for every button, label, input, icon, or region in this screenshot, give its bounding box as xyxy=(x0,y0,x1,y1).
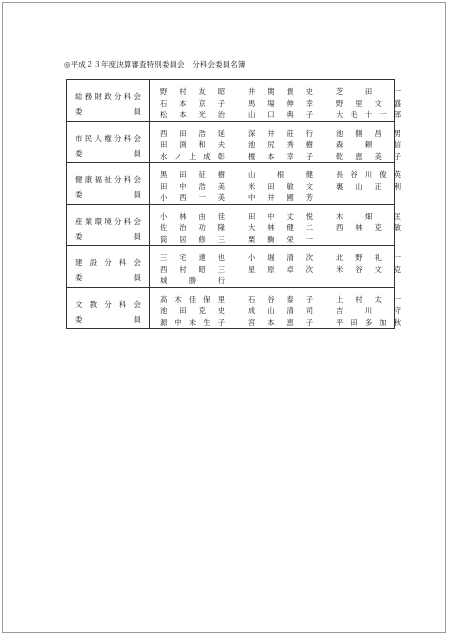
committee-role: 委員 xyxy=(75,148,141,158)
committee-role: 委員 xyxy=(75,314,141,324)
member-name: 木畑匡 xyxy=(336,211,401,221)
document-title: ◎平成２３年度決算審査特別委員会 分科会委員名簿 xyxy=(64,60,246,69)
committee-name: 産業環境分科会 xyxy=(75,216,141,226)
committee-row-shimin xyxy=(67,121,395,163)
member-name: 米田敏文 xyxy=(248,181,313,191)
member-name: 山口典子 xyxy=(248,110,313,119)
committee-row-kenkou xyxy=(67,163,395,205)
member-name: 田中丈悦 xyxy=(248,211,313,221)
member-name: 成山清司 xyxy=(248,306,313,315)
member-name: 栗駒栄一 xyxy=(248,234,313,244)
member-name: 高木佳保里 xyxy=(160,294,225,304)
member-name: 平田多加秋 xyxy=(336,317,401,327)
member-name: 小林由佳 xyxy=(160,211,225,221)
committee-name-cell xyxy=(67,287,150,329)
member-name: 源中未生子 xyxy=(160,317,225,327)
member-cell xyxy=(150,163,401,205)
member-name: 長谷川俊英 xyxy=(336,170,401,179)
committee-name: 総務財政分科会 xyxy=(75,92,141,101)
member-name: 松本光治 xyxy=(160,110,225,119)
member-name: 芝田一 xyxy=(336,87,401,96)
member-name: 池尻秀樹 xyxy=(248,140,313,149)
committee-role: 委員 xyxy=(75,273,141,282)
member-name: 野里文盛 xyxy=(336,98,401,108)
member-name: 北野礼一 xyxy=(336,253,401,262)
member-name: 上村太一 xyxy=(336,294,401,304)
member-name: 黒田征樹 xyxy=(160,170,225,179)
committee-name-cell xyxy=(67,204,150,246)
member-name: 榎本幸子 xyxy=(248,151,313,161)
member-name: 筒居修三 xyxy=(160,234,225,244)
member-name: 池側昌男 xyxy=(336,128,401,138)
member-name: 乾恵美子 xyxy=(336,151,401,161)
member-name: 石谷泰子 xyxy=(248,294,313,304)
member-name: 野村友昭 xyxy=(160,87,225,96)
committee-name-cell xyxy=(67,163,150,205)
committee-row-bunkyou xyxy=(67,287,395,329)
member-name: 田中浩美 xyxy=(160,181,225,191)
member-name: 池田克史 xyxy=(160,306,225,315)
member-name: 田渕和夫 xyxy=(160,140,225,149)
member-name: 佐治功隆 xyxy=(160,223,225,232)
member-name: 西田浩延 xyxy=(160,128,225,138)
member-name: 西林克敏 xyxy=(336,223,401,232)
committee-name-cell xyxy=(67,80,150,122)
committee-name: 市民人権分科会 xyxy=(75,133,141,143)
member-name: 裏山正利 xyxy=(336,181,401,191)
committee-row-soumu xyxy=(67,80,395,122)
committee-name: 建設分科会 xyxy=(75,258,141,267)
member-name: 吉川守 xyxy=(336,306,401,315)
committee-name-cell xyxy=(67,246,150,288)
member-name: 城勝行 xyxy=(160,276,225,285)
committee-name-cell xyxy=(67,121,150,163)
committee-role: 委員 xyxy=(75,190,141,199)
committee-role: 委員 xyxy=(75,107,141,116)
member-cell xyxy=(150,204,401,246)
member-name: 大毛十一郎 xyxy=(336,110,401,119)
member-cell xyxy=(150,121,401,163)
member-name: 中井國芳 xyxy=(248,193,313,202)
member-cell xyxy=(150,246,401,288)
member-name: 深井莊行 xyxy=(248,128,313,138)
committee-row-sangyou xyxy=(67,204,395,246)
member-cell xyxy=(150,80,401,122)
committee-table xyxy=(66,79,401,329)
member-name: 山根健 xyxy=(248,170,313,179)
member-name: 森頼信 xyxy=(336,140,401,149)
member-name: 星原卓次 xyxy=(248,264,313,274)
member-name: 小堀清次 xyxy=(248,253,313,262)
member-name: 石本京子 xyxy=(160,98,225,108)
member-name: 井関貴史 xyxy=(248,87,313,96)
committee-role: 委員 xyxy=(75,231,141,241)
member-cell xyxy=(150,287,401,329)
member-name: 小西一美 xyxy=(160,193,225,202)
committee-name: 健康福祉分科会 xyxy=(75,175,141,184)
member-name: 水ノ上成彰 xyxy=(160,151,225,161)
committee-name: 文教分科会 xyxy=(75,299,141,309)
member-name: 馬場伸幸 xyxy=(248,98,313,108)
page-frame xyxy=(2,2,446,633)
member-name: 三宅達也 xyxy=(160,253,225,262)
member-name: 宮本恵子 xyxy=(248,317,313,327)
member-name: 西村昭三 xyxy=(160,264,225,274)
member-name: 米谷文克 xyxy=(336,264,401,274)
member-name: 大林健二 xyxy=(248,223,313,232)
committee-row-kensetsu xyxy=(67,246,395,288)
